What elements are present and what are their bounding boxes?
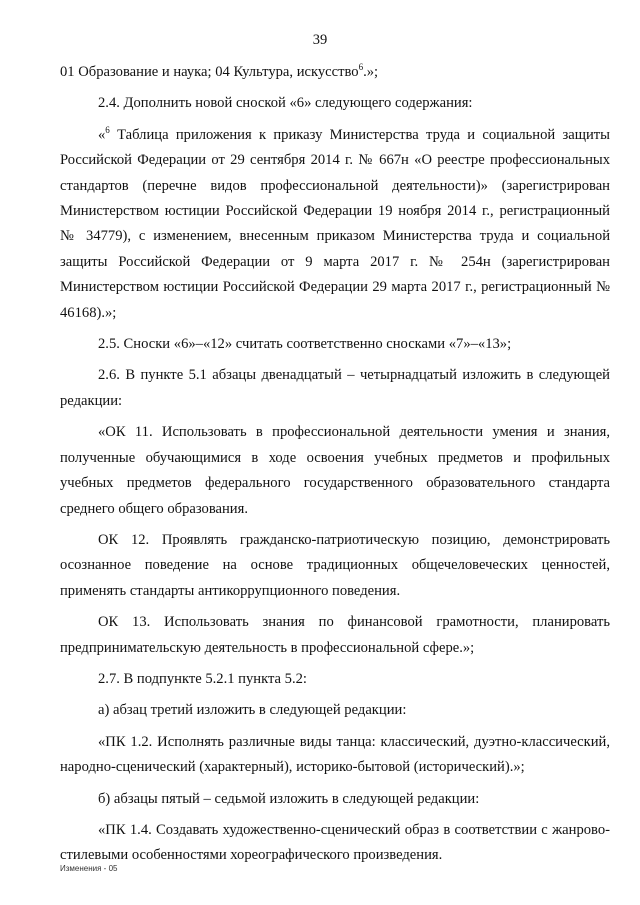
paragraph-item-a: а) абзац третий изложить в следующей редакции:	[98, 702, 407, 719]
paragraph-item-b: б) абзацы пятый – седьмой изложить в следующей редакции:	[98, 790, 480, 807]
paragraph-ok-12: ОК 12. Проявлять гражданско-патриотическую позицию, демонстрировать осознанное поведение на основе традиционных общечеловеческих ценностей, применять стандарты антикоррупционного поведения.	[60, 531, 610, 599]
footnote-ref: 6	[358, 62, 364, 73]
paragraph-2-6: 2.6. В пункте 5.1 абзацы двенадцатый – четырнадцатый изложить в следующей редакции:	[60, 367, 610, 409]
footnote-ref: 6	[105, 124, 110, 135]
paragraph-text: 01 Образование и наука; 04 Культура, искусство	[60, 64, 359, 80]
paragraph-2-5: 2.5. Сноски «6»–«12» считать соответственно сносками «7»–«13»;	[98, 336, 512, 353]
paragraph-ok-11: «ОК 11. Использовать в профессиональной деятельности умения и знания, полученные обучающимися в ходе освоения учебных предметов и профильных учебных предметов федерального государственного образовательного стандарта среднего общего образования.	[60, 424, 610, 517]
paragraph-footnote-6	[60, 123, 610, 326]
paragraph-okso-codes	[60, 60, 610, 85]
page-number: 39	[312, 32, 328, 48]
document-body	[60, 60, 610, 875]
paragraph-tail: .»;	[363, 64, 379, 80]
footer-revision-note: Изменения - 05	[60, 864, 118, 873]
paragraph-2-4: 2.4. Дополнить новой сноской «6» следующего содержания:	[98, 95, 473, 112]
paragraph-ok-13: ОК 13. Использовать знания по финансовой грамотности, планировать предпринимательскую деятельность в профессиональной сфере.»;	[60, 614, 610, 656]
paragraph-pk-1-4: «ПК 1.4. Создавать художественно-сценический образ в соответствии с жанрово-стилевыми особенностями хореографического произведения.	[60, 821, 610, 864]
paragraph-2-7: 2.7. В подпункте 5.2.1 пункта 5.2:	[98, 670, 307, 687]
paragraph-text: Таблица приложения к приказу Министерства труда и социальной защиты Российской Федерации от 29 сентября 2014 г. № 667н «О реестре профессиональных стандартов (перечне видов профессиональной деятельности)» (зарегистрирован Министерством юстиции Российской Федерации 19 ноября 2014 г., регистрационный № 34779), с изменением, внесенным приказом Министерства труда и социальной защиты Российской Федерации от 9 марта 2017 г. № 254н (зарегистрирован Министерством юстиции Российской Федерации 29 марта 2017 г., регистрационный № 46168).»;	[60, 126, 610, 321]
quote-open: «	[98, 126, 106, 143]
paragraph-pk-1-2: «ПК 1.2. Исполнять различные виды танца: классический, дуэтно-классический, народно-сценический (характерный), историко-бытовой (исторический).»;	[60, 733, 610, 776]
